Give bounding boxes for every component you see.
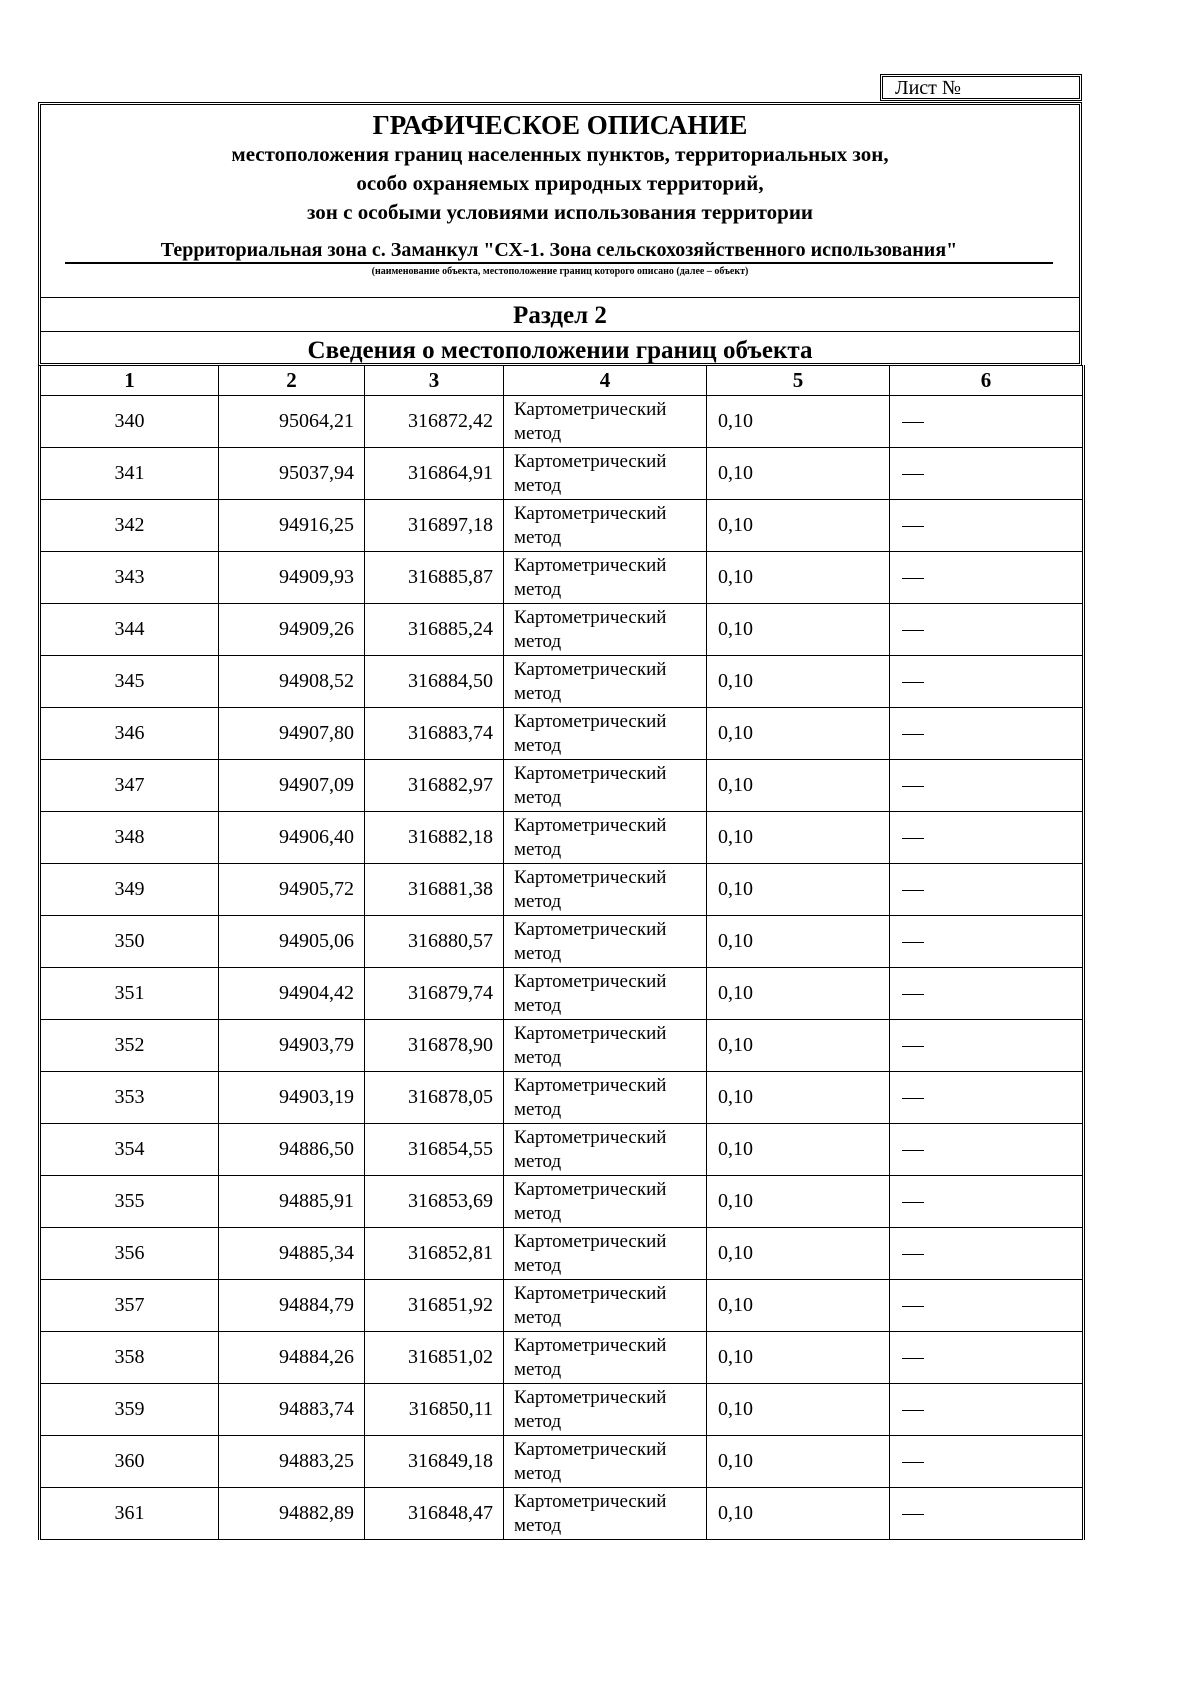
method-line-2: метод [514,1254,562,1276]
title-block [41,105,1079,298]
description-cell [890,1332,1084,1384]
column-header: 5 [707,366,890,396]
method-line-1: Картометрический [514,658,667,680]
point-number: 349 [40,864,219,916]
description-cell [890,1436,1084,1488]
coordinate-x: 94885,34 [219,1228,365,1280]
method-line-2: метод [514,942,562,964]
method-cell [504,1280,707,1332]
point-number: 348 [40,812,219,864]
method-cell [504,708,707,760]
coordinate-y: 316884,50 [365,656,504,708]
coordinate-x: 95037,94 [219,448,365,500]
point-number: 341 [40,448,219,500]
method-line-2: метод [514,578,562,600]
method-cell [504,1436,707,1488]
method-cell [504,552,707,604]
method-cell [504,604,707,656]
accuracy: 0,10 [707,1124,890,1176]
accuracy: 0,10 [707,448,890,500]
method-line-1: Картометрический [514,1022,667,1044]
method-line-1: Картометрический [514,1074,667,1096]
table-row [40,760,1084,812]
point-number: 342 [40,500,219,552]
description-cell [890,968,1084,1020]
accuracy: 0,10 [707,1072,890,1124]
accuracy: 0,10 [707,552,890,604]
method-line-1: Картометрический [514,502,667,524]
method-line-2: метод [514,1306,562,1328]
description-cell [890,1488,1084,1540]
description-cell [890,760,1084,812]
dash-mark [902,1202,924,1203]
table-row [40,500,1084,552]
method-line-2: метод [514,682,562,704]
table-row [40,1384,1084,1436]
coordinate-x: 94903,79 [219,1020,365,1072]
zone-note: (наименование объекта, местоположение границ которого описано (далее – объект) [371,266,749,277]
point-number: 350 [40,916,219,968]
accuracy: 0,10 [707,1384,890,1436]
accuracy: 0,10 [707,1228,890,1280]
point-number: 361 [40,1488,219,1540]
accuracy: 0,10 [707,968,890,1020]
accuracy: 0,10 [707,1332,890,1384]
dash-mark [902,630,924,631]
coordinate-y: 316878,05 [365,1072,504,1124]
column-header: 1 [40,366,219,396]
table-row [40,396,1084,448]
coordinate-x: 94883,74 [219,1384,365,1436]
coordinate-x: 94882,89 [219,1488,365,1540]
dash-mark [902,890,924,891]
column-header: 2 [219,366,365,396]
accuracy: 0,10 [707,396,890,448]
point-number: 351 [40,968,219,1020]
method-cell [504,1020,707,1072]
coordinate-y: 316897,18 [365,500,504,552]
accuracy: 0,10 [707,916,890,968]
method-line-1: Картометрический [514,1178,667,1200]
coordinate-x: 94904,42 [219,968,365,1020]
coordinate-y: 316882,18 [365,812,504,864]
coordinate-x: 94905,06 [219,916,365,968]
method-line-2: метод [514,422,562,444]
point-number: 347 [40,760,219,812]
coordinate-y: 316878,90 [365,1020,504,1072]
method-line-1: Картометрический [514,606,667,628]
accuracy: 0,10 [707,1020,890,1072]
coordinate-x: 94908,52 [219,656,365,708]
coordinate-x: 94886,50 [219,1124,365,1176]
method-line-2: метод [514,1150,562,1172]
accuracy: 0,10 [707,500,890,552]
dash-mark [902,734,924,735]
method-cell [504,1176,707,1228]
method-cell [504,1384,707,1436]
description-cell [890,500,1084,552]
coordinate-y: 316864,91 [365,448,504,500]
dash-mark [902,994,924,995]
table-row [40,916,1084,968]
method-line-2: метод [514,1462,562,1484]
dash-mark [902,1098,924,1099]
coordinate-x: 94909,93 [219,552,365,604]
method-line-2: метод [514,1098,562,1120]
table-row [40,1436,1084,1488]
subtitle-line-2: особо охраняемых природных территорий, [356,171,764,195]
table-row [40,812,1084,864]
coordinate-y: 316852,81 [365,1228,504,1280]
dash-mark [902,1254,924,1255]
description-cell [890,812,1084,864]
dash-mark [902,942,924,943]
coordinate-x: 94884,26 [219,1332,365,1384]
table-row [40,864,1084,916]
method-line-1: Картометрический [514,762,667,784]
zone-name: Территориальная зона с. Заманкул "СХ-1. Зона сельскохозяйственного использования" [65,238,1053,264]
method-cell [504,500,707,552]
dash-mark [902,1306,924,1307]
table-row [40,604,1084,656]
coordinate-y: 316853,69 [365,1176,504,1228]
method-line-2: метод [514,526,562,548]
column-header: 4 [504,366,707,396]
table-row [40,656,1084,708]
dash-mark [902,526,924,527]
coordinate-y: 316850,11 [365,1384,504,1436]
description-cell [890,1176,1084,1228]
method-line-1: Картометрический [514,1490,667,1512]
coordinate-x: 94907,09 [219,760,365,812]
method-line-1: Картометрический [514,450,667,472]
point-number: 360 [40,1436,219,1488]
dash-mark [902,1150,924,1151]
description-cell [890,916,1084,968]
dash-mark [902,1358,924,1359]
coordinate-x: 95064,21 [219,396,365,448]
column-header: 3 [365,366,504,396]
method-cell [504,864,707,916]
method-line-1: Картометрический [514,814,667,836]
method-line-1: Картометрический [514,710,667,732]
dash-mark [902,578,924,579]
table-row [40,1020,1084,1072]
section-title: Сведения о местоположении границ объекта [307,337,813,364]
method-line-2: метод [514,838,562,860]
method-line-1: Картометрический [514,398,667,420]
coordinate-y: 316882,97 [365,760,504,812]
document-title: ГРАФИЧЕСКОЕ ОПИСАНИЕ [372,110,748,140]
method-line-1: Картометрический [514,1386,667,1408]
method-cell [504,396,707,448]
point-number: 352 [40,1020,219,1072]
method-line-2: метод [514,1410,562,1432]
coordinate-y: 316880,57 [365,916,504,968]
dash-mark [902,1514,924,1515]
coordinate-y: 316848,47 [365,1488,504,1540]
dash-mark [902,474,924,475]
point-number: 356 [40,1228,219,1280]
description-cell [890,396,1084,448]
accuracy: 0,10 [707,1280,890,1332]
table-row [40,1176,1084,1228]
dash-mark [902,786,924,787]
coordinate-x: 94907,80 [219,708,365,760]
point-number: 354 [40,1124,219,1176]
point-number: 357 [40,1280,219,1332]
method-cell [504,1072,707,1124]
accuracy: 0,10 [707,864,890,916]
coordinate-x: 94885,91 [219,1176,365,1228]
coordinate-x: 94884,79 [219,1280,365,1332]
dash-mark [902,422,924,423]
coordinate-y: 316872,42 [365,396,504,448]
method-cell [504,1332,707,1384]
accuracy: 0,10 [707,656,890,708]
coordinate-x: 94906,40 [219,812,365,864]
table-row [40,968,1084,1020]
table-row [40,1228,1084,1280]
coordinate-x: 94916,25 [219,500,365,552]
sheet-number-box [880,74,1082,101]
method-line-1: Картометрический [514,866,667,888]
method-line-1: Картометрический [514,970,667,992]
dash-mark [902,1410,924,1411]
method-cell [504,812,707,864]
coordinate-x: 94909,26 [219,604,365,656]
point-number: 355 [40,1176,219,1228]
accuracy: 0,10 [707,1176,890,1228]
method-cell [504,448,707,500]
accuracy: 0,10 [707,708,890,760]
table-header-row [40,366,1084,396]
method-line-2: метод [514,1358,562,1380]
table-row [40,1280,1084,1332]
coordinate-y: 316849,18 [365,1436,504,1488]
document-header [38,102,1082,366]
description-cell [890,1228,1084,1280]
table-row [40,1332,1084,1384]
accuracy: 0,10 [707,1488,890,1540]
method-line-2: метод [514,630,562,652]
method-cell [504,1124,707,1176]
method-line-2: метод [514,890,562,912]
accuracy: 0,10 [707,812,890,864]
subtitle-line-1: местоположения границ населенных пунктов, территориальных зон, [231,142,889,166]
method-line-1: Картометрический [514,1126,667,1148]
method-line-2: метод [514,1514,562,1536]
coordinate-x: 94883,25 [219,1436,365,1488]
coordinate-y: 316851,92 [365,1280,504,1332]
description-cell [890,1072,1084,1124]
point-number: 344 [40,604,219,656]
accuracy: 0,10 [707,1436,890,1488]
point-number: 353 [40,1072,219,1124]
method-cell [504,968,707,1020]
dash-mark [902,1046,924,1047]
table-row [40,1072,1084,1124]
method-line-1: Картометрический [514,918,667,940]
table-row [40,1124,1084,1176]
point-number: 345 [40,656,219,708]
sheet-number-label: Лист № [895,77,961,99]
point-number: 346 [40,708,219,760]
description-cell [890,1124,1084,1176]
description-cell [890,656,1084,708]
description-cell [890,864,1084,916]
method-cell [504,1228,707,1280]
method-line-2: метод [514,474,562,496]
coordinate-y: 316885,24 [365,604,504,656]
method-line-1: Картометрический [514,1282,667,1304]
method-cell [504,760,707,812]
point-number: 343 [40,552,219,604]
coordinate-y: 316883,74 [365,708,504,760]
point-number: 340 [40,396,219,448]
accuracy: 0,10 [707,604,890,656]
table-row [40,1488,1084,1540]
method-line-1: Картометрический [514,554,667,576]
method-line-2: метод [514,1046,562,1068]
method-line-1: Картометрический [514,1230,667,1252]
method-line-2: метод [514,994,562,1016]
description-cell [890,448,1084,500]
method-cell [504,916,707,968]
point-number: 359 [40,1384,219,1436]
coordinate-x: 94903,19 [219,1072,365,1124]
table-row [40,708,1084,760]
dash-mark [902,1462,924,1463]
point-number: 358 [40,1332,219,1384]
coordinate-y: 316851,02 [365,1332,504,1384]
dash-mark [902,838,924,839]
coordinate-y: 316885,87 [365,552,504,604]
accuracy: 0,10 [707,760,890,812]
description-cell [890,1280,1084,1332]
coordinates-table [38,365,1082,1540]
description-cell [890,604,1084,656]
dash-mark [902,682,924,683]
section-label: Раздел 2 [41,298,1079,332]
description-cell [890,1020,1084,1072]
coordinate-y: 316854,55 [365,1124,504,1176]
description-cell [890,708,1084,760]
description-cell [890,1384,1084,1436]
coordinate-y: 316879,74 [365,968,504,1020]
method-line-2: метод [514,1202,562,1224]
method-line-1: Картометрический [514,1438,667,1460]
method-cell [504,1488,707,1540]
description-cell [890,552,1084,604]
table-row [40,552,1084,604]
method-line-1: Картометрический [514,1334,667,1356]
column-header: 6 [890,366,1084,396]
table-row [40,448,1084,500]
coordinate-x: 94905,72 [219,864,365,916]
method-line-2: метод [514,734,562,756]
coordinate-y: 316881,38 [365,864,504,916]
subtitle-line-3: зон с особыми условиями использования территории [306,200,814,224]
method-line-2: метод [514,786,562,808]
method-cell [504,656,707,708]
